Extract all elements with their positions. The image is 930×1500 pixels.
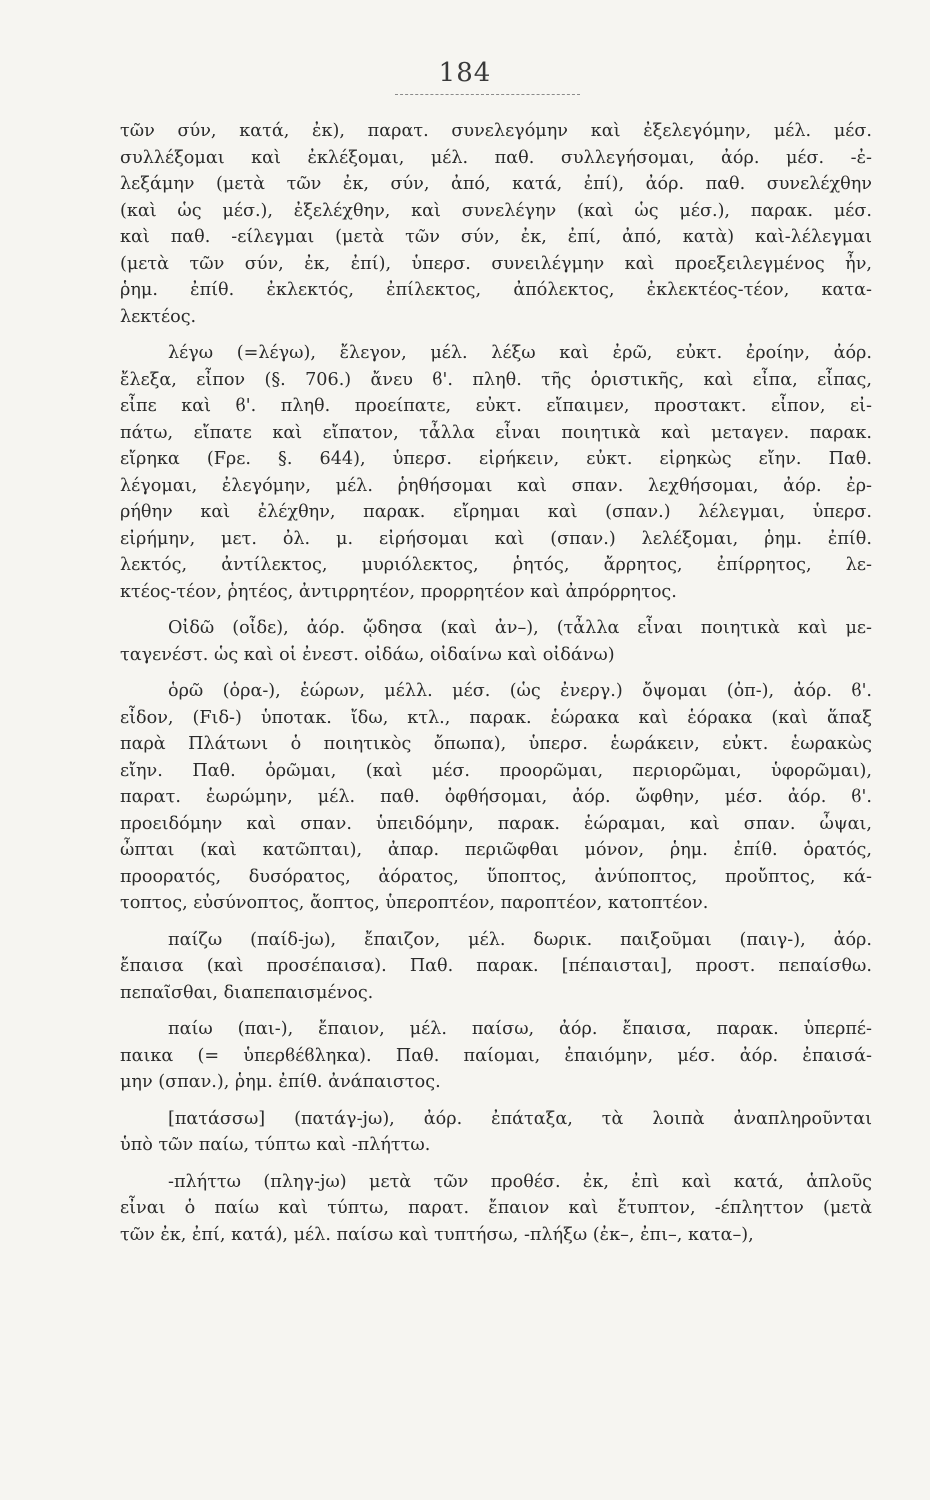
text-line: ταγενέστ. ὡς καὶ οἱ ἐνεστ. οἰδάω, οἰδαίνω καὶ οἰδάνω) <box>120 644 615 665</box>
text-line: ὦπται (καὶ κατῶπται), ἀπαρ. περιῶφθαι μόνον, ῥημ. ἐπίθ. ὁρατός, <box>120 840 872 860</box>
text-line: συλλέξομαι καὶ ἐκλέξομαι, μέλ. παθ. συλλεγήσομαι, ἀόρ. μέσ. -ἐ- <box>120 147 872 168</box>
text-line: ἔπαισα (καὶ προσέπαισα). Παθ. παρακ. [πέπαισται], προστ. πεπαίσθω. <box>120 956 872 976</box>
text-line: παρατ. ἑωρώμην, μέλ. παθ. ὀφθήσομαι, ἀόρ. ὤφθην, μέσ. ἀόρ. ϐ'. <box>120 787 872 807</box>
header-rule <box>395 94 580 95</box>
text-line: τοπτος, εὐσύνοπτος, ἄοπτος, ὑπεροπτέον, παροπτέον, κατοπτέον. <box>120 893 709 913</box>
text-line: εἶναι ὁ παίω καὶ τύπτω, παρατ. ἔπαιον καὶ ἔτυπτον, -έπληττον (μετὰ <box>120 1198 872 1218</box>
paragraph <box>120 1106 872 1159</box>
text-line: λέγομαι, ἐλεγόμην, μέλ. ῥηθήσομαι καὶ σπαν. λεχθήσομαι, ἀόρ. ἐρ- <box>120 475 872 496</box>
text-line: παίω (παι-), ἔπαιον, μέλ. παίσω, ἀόρ. ἔπαισα, παρακ. ὑπερπέ- <box>168 1019 872 1039</box>
page-number: 184 <box>438 58 492 88</box>
paragraph <box>120 1169 872 1249</box>
text-line: κτέος-τέον, ῥητέος, ἀντιρρητέον, προρρητέον καὶ ἀπρόρρητος. <box>120 581 677 602</box>
text-line: τῶν σύν, κατά, ἐκ), παρατ. συνελεγόμην καὶ ἐξελεγόμην, μέλ. μέσ. <box>120 121 872 141</box>
text-line: εἴην. Παθ. ὁρῶμαι, (καὶ μέσ. προορῶμαι, περιορῶμαι, ὑφορῶμαι), <box>120 760 872 781</box>
text-line: ἔλεξα, εἶπον (§. 706.) ἄνευ ϐ'. πληθ. τῆς ὁριστικῆς, καὶ εἶπα, εἶπας, <box>120 369 872 390</box>
text-line: εἰρήμην, μετ. ὀλ. μ. εἰρήσομαι καὶ (σπαν.) λελέξομαι, ῥημ. ἐπίθ. <box>120 528 872 549</box>
text-line: λεκτέος. <box>120 306 197 327</box>
text-line: λεκτός, ἀντίλεκτος, μυριόλεκτος, ῥητός, ἄρρητος, ἐπίρρητος, λε- <box>120 555 872 575</box>
text-line: εἶπε καὶ ϐ'. πληθ. προείπατε, εὐκτ. εἴπαιμεν, προστακτ. εἶπον, εἰ- <box>120 396 872 416</box>
text-line: παικα (= ὑπερϐέϐληκα). Παθ. παίομαι, ἐπαιόμην, μέσ. ἀόρ. ἐπαισά- <box>120 1045 872 1066</box>
text-line: παίζω (παίδ-jω), ἔπαιζον, μέλ. δωρικ. παιξοῦμαι (παιγ-), ἀόρ. <box>168 929 872 950</box>
page-body <box>120 118 872 1248</box>
text-line: ὁρῶ (ὁρα-), ἑώρων, μέλλ. μέσ. (ὡς ἐνεργ.) ὄψομαι (ὀπ-), ἀόρ. ϐ'. <box>168 681 872 701</box>
text-line: ὑπὸ τῶν παίω, τύπτω καὶ -πλήττω. <box>120 1135 431 1155</box>
text-line: λέγω (=λέγω), ἔλεγον, μέλ. λέξω καὶ ἐρῶ, εὐκτ. ἐροίην, ἀόρ. <box>168 343 872 363</box>
text-line: λεξάμην (μετὰ τῶν ἐκ, σύν, ἀπό, κατά, ἐπί), ἀόρ. παθ. συνελέχθην <box>120 174 872 194</box>
text-line: τῶν ἐκ, ἐπί, κατά), μέλ. παίσω καὶ τυπτήσω, -πλήξω (ἐκ–, ἐπι–, κατα–), <box>120 1224 754 1245</box>
paragraph <box>120 340 872 605</box>
paragraph <box>120 118 872 330</box>
text-line: εἴρηκα (Fρε. §. 644), ὑπερσ. εἰρήκειν, εὐκτ. εἰρηκὼς εἴην. Παθ. <box>120 449 872 469</box>
text-line: (μετὰ τῶν σύν, ἐκ, ἐπί), ὑπερσ. συνειλέγμην καὶ προεξειλεγμένος ἦν, <box>120 253 872 274</box>
text-line: πάτω, εἴπατε καὶ εἴπατον, τἆλλα εἶναι ποιητικὰ καὶ μεταγεν. παρακ. <box>120 422 872 443</box>
text-line: ρήθην καὶ ἐλέχθην, παρακ. εἴρημαι καὶ (σπαν.) λέλεγμαι, ὑπερσ. <box>120 502 872 522</box>
paragraph <box>120 678 872 917</box>
text-line: [πατάσσω] (πατάγ-jω), ἀόρ. ἐπάταξα, τὰ λοιπὰ ἀναπληροῦνται <box>168 1108 872 1129</box>
paragraph <box>120 615 872 668</box>
text-line: -πλήττω (πληγ-jω) μετὰ τῶν προθέσ. ἐκ, ἐπὶ καὶ κατά, ἁπλοῦς <box>168 1171 872 1192</box>
text-line: ῥημ. ἐπίθ. ἐκλεκτός, ἐπίλεκτος, ἀπόλεκτος, ἐκλεκτέος-τέον, κατα- <box>120 280 872 300</box>
paragraph <box>120 1016 872 1096</box>
paragraph <box>120 927 872 1007</box>
text-line: (καὶ ὡς μέσ.), ἐξελέχθην, καὶ συνελέγην (καὶ ὡς μέσ.), παρακ. μέσ. <box>120 200 872 221</box>
text-line: καὶ παθ. -είλεγμαι (μετὰ τῶν σύν, ἐκ, ἐπί, ἀπό, κατὰ) καὶ-λέλεγμαι <box>120 227 872 247</box>
text-line: παρὰ Πλάτωνι ὁ ποιητικὸς ὄπωπα), ὑπερσ. ἑωράκειν, εὐκτ. ἑωρακὼς <box>120 734 872 754</box>
text-line: εἶδον, (Fιδ-) ὑποτακ. ἴδω, κτλ., παρακ. ἑώρακα καὶ ἑόρακα (καὶ ἅπαξ <box>120 707 872 728</box>
text-line: προορατός, δυσόρατος, ἀόρατος, ὕποπτος, ἀνύποπτος, προὔπτος, κά- <box>120 866 872 887</box>
text-line: προειδόμην καὶ σπαν. ὑπειδόμην, παρακ. ἑώραμαι, καὶ σπαν. ὦψαι, <box>120 813 872 834</box>
text-line: πεπαῖσθαι, διαπεπαισμένος. <box>120 982 374 1003</box>
text-line: μην (σπαν.), ῥημ. ἐπίθ. ἀνάπαιστος. <box>120 1072 441 1092</box>
text-line: Οἰδῶ (οἶδε), ἀόρ. ᾤδησα (καὶ ἀν–), (τἆλλα εἶναι ποιητικὰ καὶ με- <box>168 618 872 638</box>
